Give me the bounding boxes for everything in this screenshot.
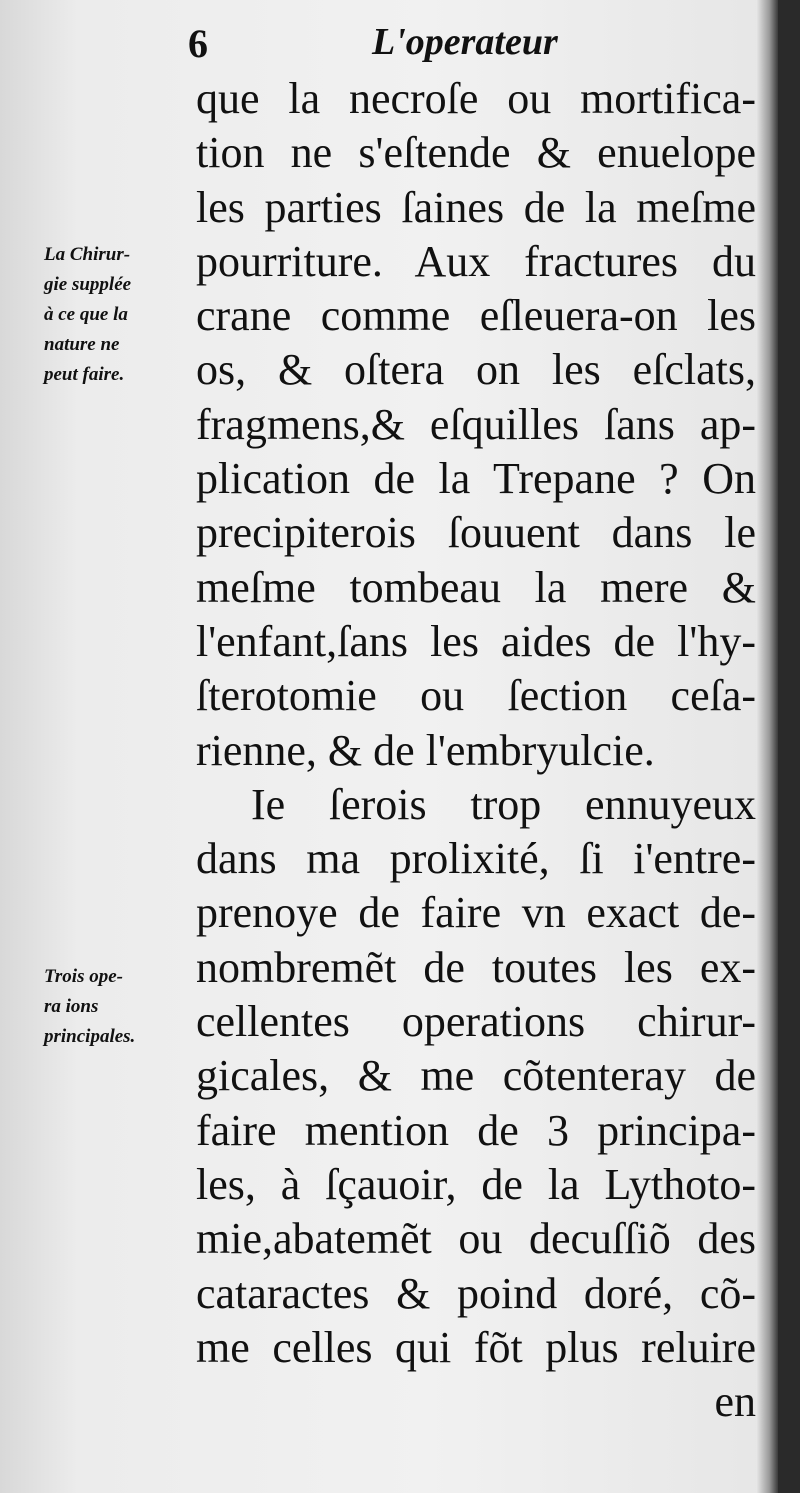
- page-edge-shadow: [756, 0, 778, 1493]
- margin-note-line: à ce que la: [44, 304, 128, 325]
- text-line: crane comme eſleuera-on les: [196, 291, 756, 341]
- text-line: les parties ſaines de la meſme: [196, 182, 756, 232]
- margin-note-line: principales.: [44, 1026, 136, 1047]
- text-line: me celles qui fõt plus reluire: [196, 1322, 756, 1372]
- margin-note-line: La Chirur-: [44, 244, 131, 265]
- text-line: l'enfant,ſans les aides de l'hy-: [196, 616, 756, 666]
- text-line: que la necroſe ou mortifica-: [196, 74, 756, 123]
- text-line: Ie ſerois trop ennuyeux: [251, 779, 756, 829]
- text-line: pourriture. Aux fractures du: [196, 236, 756, 286]
- body-text: [196, 72, 756, 1429]
- text-line: dans ma prolixité, ſi i'entre-: [196, 834, 756, 884]
- text-line: les, à ſçauoir, de la Lythoto-: [196, 1159, 756, 1209]
- text-line: faire mention de 3 principa-: [196, 1105, 756, 1155]
- margin-note-chirurgie: [44, 240, 194, 390]
- text-line: fragmens,& eſquilles ſans ap-: [196, 399, 756, 449]
- page-number: 6: [188, 21, 208, 66]
- text-line: nombremẽt de toutes les ex-: [196, 942, 756, 992]
- text-line: plication de la Trepane ? On: [196, 454, 756, 504]
- margin-note-line: Trois ope-: [44, 966, 123, 987]
- text-line: precipiterois ſouuent dans le: [196, 508, 756, 558]
- running-title: L'operateur: [372, 21, 558, 63]
- text-line: ſterotomie ou ſection ceſa-: [196, 671, 756, 721]
- text-line: tion ne s'eſtende & enuelope: [196, 128, 756, 178]
- margin-note-line: ra ions: [44, 996, 99, 1017]
- margin-note-trois-operations: [44, 962, 194, 1052]
- catchword: en: [714, 1377, 756, 1427]
- text-line: gicales, & me cõtenteray de: [196, 1051, 756, 1101]
- text-line: rienne, & de l'embryulcie.: [196, 725, 655, 775]
- margin-note-line: peut faire.: [44, 364, 125, 385]
- text-line: mie,abatemẽt ou decuſſiõ des: [196, 1214, 756, 1264]
- text-line: meſme tombeau la mere &: [196, 562, 756, 612]
- margin-note-line: nature ne: [44, 334, 120, 355]
- text-line: prenoye de faire vn exact de-: [196, 888, 756, 938]
- text-line: os, & oſtera on les eſclats,: [196, 345, 756, 395]
- margin-note-line: gie supplée: [44, 274, 132, 295]
- text-line: cellentes operations chirur-: [196, 997, 756, 1047]
- text-line: cataractes & poind doré, cõ-: [196, 1268, 756, 1318]
- page-header: [0, 20, 778, 70]
